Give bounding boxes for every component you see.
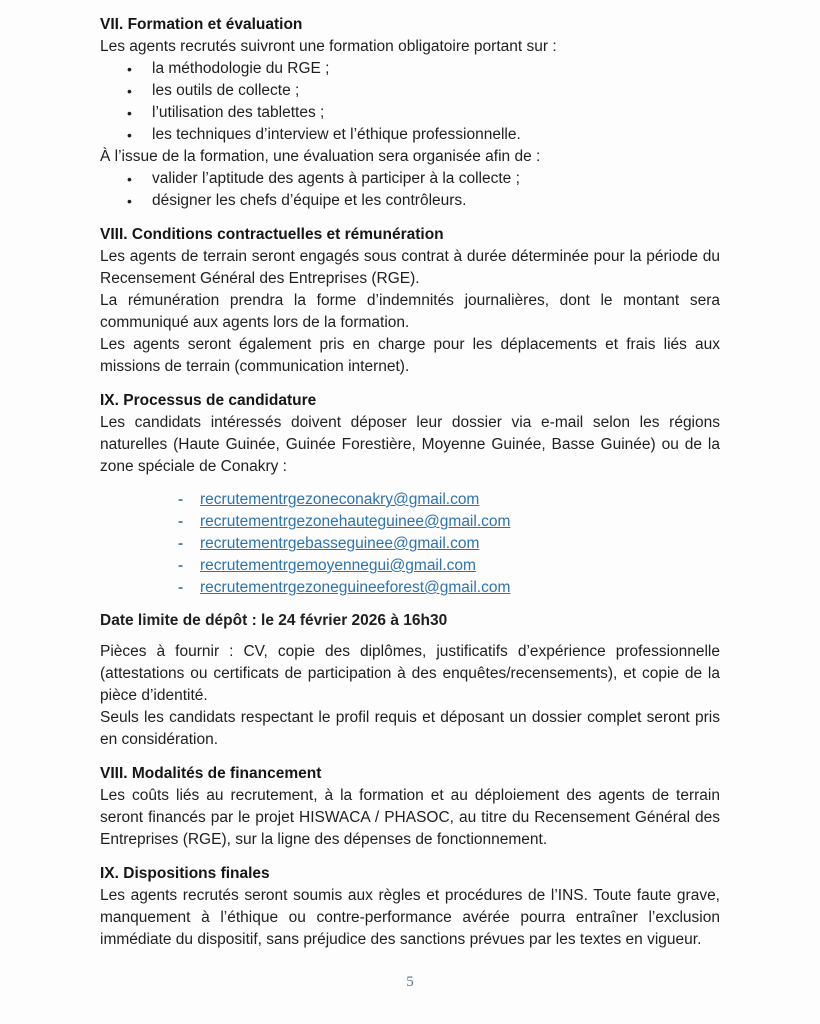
email-link-basse-guinee[interactable]: recrutementrgebasseguinee@gmail.com [200, 535, 480, 552]
formation-intro: Les agents recrutés suivront une formation obligatoire portant sur : [100, 38, 557, 55]
section-heading-financement: VIII. Modalités de financement [100, 765, 322, 782]
bullet-item [100, 190, 720, 212]
bullet-icon: • [127, 127, 132, 143]
bullet-item [100, 124, 720, 146]
candidature-intro: Les candidats intéressés doivent déposer leur dossier via e-mail selon les régions naturelles (Haute Guinée, Guinée Forestière, Moyenne Guinée, Basse Guinée) ou de la zone spéciale de Conakry : [100, 414, 720, 475]
bullet-text: les outils de collecte ; [152, 82, 300, 99]
email-link-conakry[interactable]: recrutementrgezoneconakry@gmail.com [200, 491, 480, 508]
bullet-icon: • [127, 171, 132, 187]
bullet-icon: • [127, 193, 132, 209]
bullet-item [100, 80, 720, 102]
email-list-item [100, 533, 720, 555]
financement-paragraph: Les coûts liés au recrutement, à la formation et au déploiement des agents de terrain seront financés par le projet HISWACA / PHASOC, au titre du Recensement Général des Entreprises (RGE), sur la ligne des dépenses de fonctionnement. [100, 787, 720, 848]
bullet-item [100, 168, 720, 190]
section-heading-conditions: VIII. Conditions contractuelles et rémunération [100, 226, 444, 243]
section-heading-formation: VII. Formation et évaluation [100, 16, 303, 33]
dash-icon: - [178, 491, 184, 508]
dash-icon: - [178, 557, 184, 574]
bullet-text: désigner les chefs d’équipe et les contrôleurs. [152, 192, 467, 209]
dash-icon: - [178, 535, 184, 552]
section-heading-dispositions: IX. Dispositions finales [100, 865, 270, 882]
evaluation-bullet-list [100, 168, 720, 212]
email-link-guinee-forestiere[interactable]: recrutementrgezoneguineeforest@gmail.com [200, 579, 511, 596]
deadline-text: Date limite de dépôt : le 24 février 2026 à 16h30 [100, 612, 448, 629]
bullet-icon: • [127, 105, 132, 121]
pieces-paragraph: Pièces à fournir : CV, copie des diplômes, justificatifs d’expérience professionnelle (attestations ou certificats de participation à des enquêtes/recensements), et copie de la pièce d’identité. [100, 643, 720, 704]
bullet-item [100, 58, 720, 80]
conditions-paragraph: Les agents de terrain seront engagés sous contrat à durée déterminée pour la période du Recensement Général des Entreprises (RGE). [100, 248, 720, 287]
dispositions-paragraph: Les agents recrutés seront soumis aux règles et procédures de l’INS. Toute faute grave, manquement à l’éthique ou contre-performance avérée pourra entraîner l’exclusion immédiate du dispositif, sans préjudice des sanctions prévues par les textes en vigueur. [100, 887, 720, 948]
bullet-text: la méthodologie du RGE ; [152, 60, 330, 77]
email-list-item [100, 555, 720, 577]
bullet-text: l’utilisation des tablettes ; [152, 104, 325, 121]
bullet-text: valider l’aptitude des agents à participer à la collecte ; [152, 170, 520, 187]
dash-icon: - [178, 513, 184, 530]
email-link-haute-guinee[interactable]: recrutementrgezonehauteguinee@gmail.com [200, 513, 511, 530]
dash-icon: - [178, 579, 184, 596]
email-list-item [100, 577, 720, 599]
bullet-item [100, 102, 720, 124]
formation-bullet-list [100, 58, 720, 146]
page-number: 5 [406, 974, 414, 990]
page-content [100, 14, 720, 993]
bullet-text: les techniques d’interview et l’éthique professionnelle. [152, 126, 521, 143]
email-link-moyenne-guinee[interactable]: recrutementrgemoyennegui@gmail.com [200, 557, 476, 574]
selection-note: Seuls les candidats respectant le profil requis et déposant un dossier complet seront pris en considération. [100, 709, 720, 748]
bullet-icon: • [127, 61, 132, 77]
section-heading-candidature: IX. Processus de candidature [100, 392, 317, 409]
conditions-paragraph: La rémunération prendra la forme d’indemnités journalières, dont le montant sera communiqué aux agents lors de la formation. [100, 292, 720, 331]
email-list-item [100, 511, 720, 533]
evaluation-intro: À l’issue de la formation, une évaluation sera organisée afin de : [100, 148, 541, 165]
conditions-paragraph: Les agents seront également pris en charge pour les déplacements et frais liés aux missions de terrain (communication internet). [100, 336, 720, 375]
bullet-icon: • [127, 83, 132, 99]
email-list-item [100, 489, 720, 511]
email-list [100, 489, 720, 599]
